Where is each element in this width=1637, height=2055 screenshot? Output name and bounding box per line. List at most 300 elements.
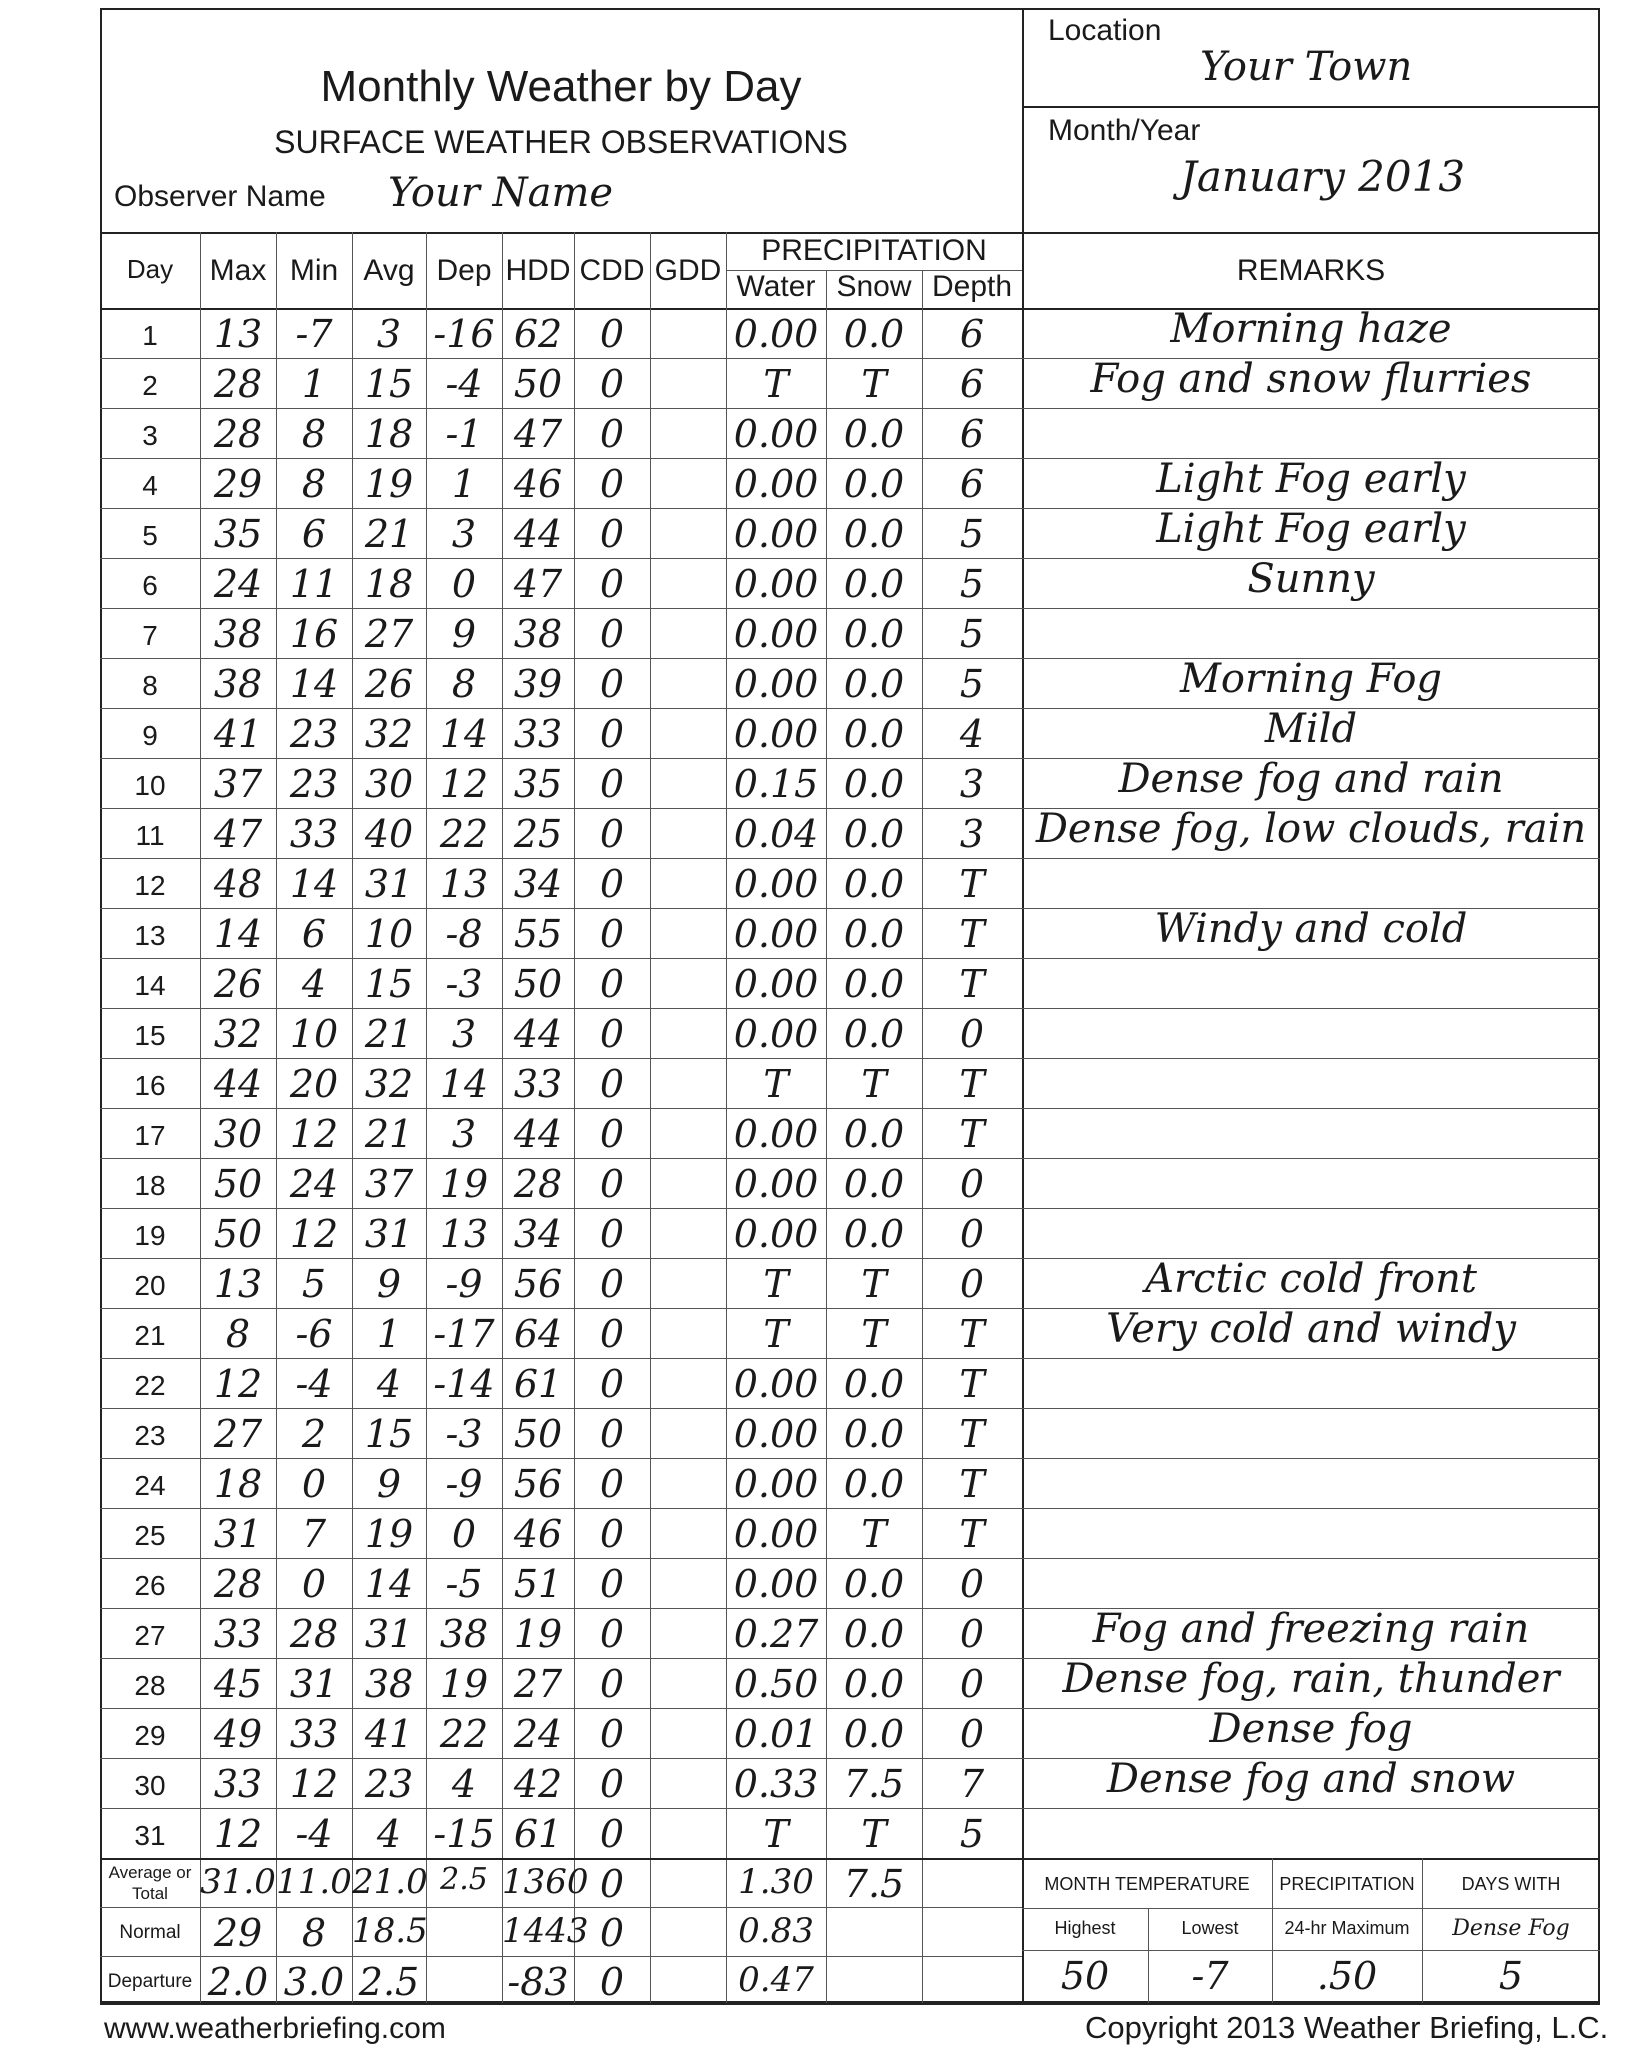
cell-day: 17 — [134, 1120, 166, 1151]
totals-max: 31.0 — [200, 1862, 276, 1902]
cell-min: 16 — [289, 612, 339, 656]
cell-depth: 5 — [959, 562, 985, 606]
cell-dep: -9 — [445, 1462, 483, 1506]
column-header-water: Water — [736, 270, 816, 303]
cell-avg: 32 — [364, 712, 414, 756]
cell-avg: 21 — [364, 1012, 414, 1056]
cell-dep: 13 — [439, 1212, 489, 1256]
table-row — [100, 1158, 1600, 1159]
summary-days-with-value: 5 — [1498, 1954, 1524, 1998]
cell-day: 2 — [142, 370, 158, 401]
cell-dep: 12 — [439, 762, 489, 806]
totals-label: Departure — [107, 1971, 193, 1992]
cell-max: 31 — [213, 1512, 263, 1556]
cell-avg: 15 — [364, 962, 414, 1006]
cell-avg: 18 — [364, 412, 414, 456]
cell-max: 38 — [213, 662, 263, 706]
cell-snow: 0.0 — [843, 1712, 905, 1756]
cell-depth: T — [959, 1062, 985, 1106]
column-header-min: Min — [289, 254, 339, 287]
column-header-avg: Avg — [363, 254, 415, 287]
table-row — [100, 1058, 1600, 1059]
cell-dep: 8 — [451, 662, 477, 706]
cell-min: 14 — [289, 862, 339, 906]
cell-water: 0.00 — [733, 612, 819, 656]
cell-avg: 9 — [376, 1462, 402, 1506]
cell-remark: Fog and snow flurries — [1090, 356, 1532, 402]
cell-dep: 19 — [439, 1162, 489, 1206]
cell-snow: 0.0 — [843, 1462, 905, 1506]
column-header-hdd: HDD — [505, 254, 571, 287]
totals-hdd: 1360 — [502, 1862, 589, 1902]
cell-min: -6 — [295, 1312, 333, 1356]
cell-remark: Light Fog early — [1156, 456, 1466, 502]
cell-water: 0.00 — [733, 312, 819, 356]
cell-snow: T — [861, 1262, 887, 1306]
cell-water: T — [763, 362, 789, 406]
cell-snow: 0.0 — [843, 1662, 905, 1706]
totals-avg: 21.0 — [352, 1862, 428, 1902]
cell-min: 20 — [289, 1062, 339, 1106]
cell-max: 8 — [225, 1312, 251, 1356]
cell-dep: 0 — [451, 562, 477, 606]
summary-lowest-value: -7 — [1191, 1954, 1229, 1998]
cell-dep: 14 — [439, 712, 489, 756]
column-header-max: Max — [209, 254, 267, 287]
table-row — [100, 1458, 1600, 1459]
cell-dep: 19 — [439, 1662, 489, 1706]
cell-snow: 0.0 — [843, 662, 905, 706]
cell-remark: Morning haze — [1170, 306, 1452, 352]
cell-cdd: 0 — [599, 962, 625, 1006]
cell-day: 21 — [134, 1320, 166, 1351]
cell-min: 12 — [289, 1112, 339, 1156]
cell-remark: Light Fog early — [1156, 506, 1466, 552]
cell-dep: -3 — [445, 1412, 483, 1456]
column-header-remarks: REMARKS — [1236, 254, 1386, 287]
cell-dep: -9 — [445, 1262, 483, 1306]
cell-depth: 0 — [959, 1662, 985, 1706]
cell-hdd: 61 — [513, 1362, 563, 1406]
table-row — [100, 408, 1600, 409]
cell-cdd: 0 — [599, 1162, 625, 1206]
totals-max: 29 — [213, 1911, 263, 1955]
table-row — [100, 1408, 1600, 1409]
summary-days-with: DAYS WITH — [1461, 1874, 1561, 1894]
month-year-value: January 2013 — [1180, 152, 1466, 201]
cell-hdd: 51 — [513, 1562, 563, 1606]
cell-cdd: 0 — [599, 312, 625, 356]
summary-highest-label: Highest — [1054, 1918, 1116, 1938]
cell-day: 22 — [134, 1370, 166, 1401]
cell-snow: 0.0 — [843, 312, 905, 356]
cell-day: 11 — [135, 820, 165, 851]
cell-min: 8 — [301, 412, 327, 456]
cell-snow: 0.0 — [843, 512, 905, 556]
cell-avg: 27 — [364, 612, 414, 656]
cell-snow: 0.0 — [843, 1012, 905, 1056]
totals-avg: 2.5 — [358, 1960, 420, 2004]
cell-snow: T — [861, 362, 887, 406]
totals-min: 3.0 — [283, 1960, 345, 2004]
cell-hdd: 47 — [513, 412, 563, 456]
cell-depth: 0 — [959, 1162, 985, 1206]
cell-min: 7 — [301, 1512, 327, 1556]
cell-snow: 0.0 — [843, 812, 905, 856]
cell-hdd: 56 — [513, 1262, 563, 1306]
cell-snow: 0.0 — [843, 1112, 905, 1156]
cell-max: 50 — [213, 1212, 263, 1256]
cell-water: 0.00 — [733, 1412, 819, 1456]
totals-label: Average or Total — [108, 1863, 192, 1903]
cell-avg: 31 — [364, 1612, 414, 1656]
cell-remark: Arctic cold front — [1145, 1256, 1477, 1302]
cell-cdd: 0 — [599, 362, 625, 406]
cell-depth: 5 — [959, 612, 985, 656]
cell-min: 8 — [301, 462, 327, 506]
cell-water: 0.00 — [733, 1562, 819, 1606]
totals-water: 0.47 — [738, 1960, 814, 2000]
cell-depth: T — [959, 1362, 985, 1406]
cell-min: 5 — [301, 1262, 327, 1306]
cell-depth: T — [959, 862, 985, 906]
cell-min: 31 — [289, 1662, 339, 1706]
observer-label: Observer Name — [114, 180, 326, 213]
form-title: Monthly Weather by Day — [320, 62, 802, 111]
cell-hdd: 38 — [513, 612, 563, 656]
cell-hdd: 61 — [513, 1812, 563, 1856]
summary-precipitation: PRECIPITATION — [1279, 1874, 1415, 1894]
cell-avg: 40 — [364, 812, 414, 856]
cell-dep: 3 — [451, 1112, 477, 1156]
cell-min: 11 — [289, 562, 339, 606]
cell-max: 33 — [213, 1612, 263, 1656]
cell-day: 15 — [134, 1020, 166, 1051]
cell-snow: 0.0 — [843, 412, 905, 456]
cell-dep: 13 — [439, 862, 489, 906]
cell-max: 38 — [213, 612, 263, 656]
cell-min: -7 — [295, 312, 333, 356]
cell-cdd: 0 — [599, 912, 625, 956]
cell-water: 0.00 — [733, 1162, 819, 1206]
cell-cdd: 0 — [599, 1612, 625, 1656]
cell-min: 12 — [289, 1212, 339, 1256]
cell-cdd: 0 — [599, 612, 625, 656]
cell-hdd: 64 — [513, 1312, 563, 1356]
cell-min: 24 — [289, 1162, 339, 1206]
cell-cdd: 0 — [599, 462, 625, 506]
form-subtitle: SURFACE WEATHER OBSERVATIONS — [274, 124, 848, 160]
cell-cdd: 0 — [599, 1712, 625, 1756]
cell-max: 27 — [213, 1412, 263, 1456]
cell-max: 13 — [213, 312, 263, 356]
cell-hdd: 56 — [513, 1462, 563, 1506]
cell-max: 35 — [213, 512, 263, 556]
month-year-label: Month/Year — [1048, 114, 1201, 147]
cell-dep: 22 — [439, 812, 489, 856]
cell-remark: Sunny — [1247, 556, 1375, 602]
cell-avg: 21 — [364, 512, 414, 556]
cell-avg: 37 — [364, 1162, 414, 1206]
cell-snow: T — [861, 1512, 887, 1556]
totals-cdd: 0 — [599, 1960, 625, 2004]
cell-cdd: 0 — [599, 1212, 625, 1256]
cell-avg: 4 — [376, 1812, 402, 1856]
cell-min: 28 — [289, 1612, 339, 1656]
cell-day: 7 — [142, 620, 158, 651]
cell-water: T — [763, 1262, 789, 1306]
cell-max: 29 — [213, 462, 263, 506]
totals-label: Normal — [119, 1922, 181, 1943]
cell-depth: 0 — [959, 1012, 985, 1056]
cell-hdd: 42 — [513, 1762, 563, 1806]
cell-dep: 0 — [451, 1512, 477, 1556]
cell-day: 24 — [134, 1470, 166, 1501]
column-header-snow: Snow — [836, 270, 912, 303]
cell-cdd: 0 — [599, 812, 625, 856]
cell-hdd: 50 — [513, 362, 563, 406]
column-header-cdd: CDD — [579, 254, 645, 287]
cell-snow: 0.0 — [843, 762, 905, 806]
cell-day: 25 — [134, 1520, 166, 1551]
cell-day: 20 — [134, 1270, 166, 1301]
cell-cdd: 0 — [599, 1562, 625, 1606]
cell-depth: 4 — [959, 712, 985, 756]
cell-min: -4 — [295, 1362, 333, 1406]
cell-max: 28 — [213, 412, 263, 456]
cell-day: 9 — [142, 720, 158, 751]
header-divider — [1022, 8, 1024, 232]
cell-max: 48 — [213, 862, 263, 906]
cell-cdd: 0 — [599, 1762, 625, 1806]
cell-min: 1 — [301, 362, 327, 406]
cell-avg: 14 — [364, 1562, 414, 1606]
cell-day: 19 — [134, 1220, 166, 1251]
cell-cdd: 0 — [599, 1412, 625, 1456]
cell-day: 4 — [142, 470, 158, 501]
cell-min: 4 — [301, 962, 327, 1006]
cell-depth: 0 — [959, 1562, 985, 1606]
copyright-notice: Copyright 2013 Weather Briefing, L.C. — [1085, 2010, 1609, 2045]
cell-depth: 6 — [959, 312, 985, 356]
cell-depth: 0 — [959, 1612, 985, 1656]
cell-cdd: 0 — [599, 1262, 625, 1306]
cell-depth: 5 — [959, 1812, 985, 1856]
totals-water: 1.30 — [738, 1862, 814, 1902]
cell-water: 0.00 — [733, 1012, 819, 1056]
summary-lowest-label: Lowest — [1181, 1918, 1239, 1938]
cell-avg: 15 — [364, 1412, 414, 1456]
cell-avg: 30 — [364, 762, 414, 806]
cell-depth: T — [959, 1512, 985, 1556]
cell-avg: 21 — [364, 1112, 414, 1156]
cell-water: 0.00 — [733, 912, 819, 956]
table-row — [100, 1358, 1600, 1359]
cell-day: 1 — [142, 320, 158, 351]
cell-water: T — [763, 1312, 789, 1356]
cell-min: 0 — [301, 1462, 327, 1506]
cell-hdd: 44 — [513, 1112, 563, 1156]
cell-dep: 38 — [439, 1612, 489, 1656]
cell-cdd: 0 — [599, 412, 625, 456]
totals-dep: 2.5 — [440, 1862, 488, 1897]
cell-day: 30 — [134, 1770, 166, 1801]
cell-min: 6 — [301, 912, 327, 956]
cell-remark: Windy and cold — [1154, 906, 1468, 952]
cell-dep: 14 — [439, 1062, 489, 1106]
cell-cdd: 0 — [599, 712, 625, 756]
cell-snow: 0.0 — [843, 1412, 905, 1456]
cell-hdd: 46 — [513, 1512, 563, 1556]
table-row — [100, 958, 1600, 959]
cell-min: 23 — [289, 712, 339, 756]
cell-hdd: 47 — [513, 562, 563, 606]
cell-hdd: 35 — [513, 762, 563, 806]
cell-depth: 7 — [959, 1762, 985, 1806]
cell-water: 0.00 — [733, 1212, 819, 1256]
cell-hdd: 44 — [513, 1012, 563, 1056]
cell-avg: 15 — [364, 362, 414, 406]
cell-min: 33 — [289, 1712, 339, 1756]
cell-avg: 1 — [376, 1312, 402, 1356]
observer-name: Your Name — [388, 170, 614, 216]
cell-cdd: 0 — [599, 1312, 625, 1356]
cell-hdd: 34 — [513, 862, 563, 906]
cell-remark: Fog and freezing rain — [1092, 1606, 1530, 1652]
cell-max: 33 — [213, 1762, 263, 1806]
cell-cdd: 0 — [599, 1012, 625, 1056]
cell-snow: T — [861, 1312, 887, 1356]
cell-min: 12 — [289, 1762, 339, 1806]
cell-day: 27 — [134, 1620, 166, 1651]
cell-remark: Dense fog, rain, thunder — [1062, 1656, 1560, 1702]
cell-snow: 0.0 — [843, 1612, 905, 1656]
cell-water: 0.00 — [733, 1362, 819, 1406]
cell-max: 49 — [213, 1712, 263, 1756]
cell-min: -4 — [295, 1812, 333, 1856]
cell-max: 24 — [213, 562, 263, 606]
column-header-dep: Dep — [436, 254, 492, 287]
cell-max: 18 — [213, 1462, 263, 1506]
cell-cdd: 0 — [599, 1812, 625, 1856]
cell-dep: -1 — [445, 412, 483, 456]
summary-month-temperature: MONTH TEMPERATURE — [1044, 1874, 1250, 1894]
cell-snow: 0.0 — [843, 962, 905, 1006]
cell-hdd: 25 — [513, 812, 563, 856]
cell-day: 23 — [134, 1420, 166, 1451]
cell-water: 0.33 — [733, 1762, 819, 1806]
cell-day: 10 — [134, 770, 166, 801]
website-link[interactable]: www.weatherbriefing.com — [104, 2012, 446, 2045]
cell-snow: 0.0 — [843, 1212, 905, 1256]
cell-hdd: 44 — [513, 512, 563, 556]
cell-depth: 5 — [959, 512, 985, 556]
cell-water: 0.00 — [733, 462, 819, 506]
cell-hdd: 50 — [513, 962, 563, 1006]
table-row — [100, 1808, 1600, 1809]
cell-hdd: 62 — [513, 312, 563, 356]
cell-water: 0.04 — [733, 812, 819, 856]
cell-snow: 0.0 — [843, 1562, 905, 1606]
cell-day: 18 — [134, 1170, 166, 1201]
totals-cdd: 0 — [599, 1911, 625, 1955]
cell-day: 13 — [134, 920, 166, 951]
cell-cdd: 0 — [599, 1062, 625, 1106]
cell-depth: 3 — [959, 812, 985, 856]
cell-cdd: 0 — [599, 862, 625, 906]
cell-depth: 6 — [959, 362, 985, 406]
cell-hdd: 50 — [513, 1412, 563, 1456]
summary-max24-value: .50 — [1316, 1954, 1378, 1998]
cell-depth: 5 — [959, 662, 985, 706]
table-row — [100, 1208, 1600, 1209]
cell-remark: Dense fog — [1209, 1706, 1413, 1752]
cell-dep: -16 — [433, 312, 495, 356]
cell-max: 26 — [213, 962, 263, 1006]
cell-day: 29 — [134, 1720, 166, 1751]
cell-day: 26 — [134, 1570, 166, 1601]
cell-dep: 3 — [451, 512, 477, 556]
cell-water: 0.01 — [733, 1712, 819, 1756]
cell-min: 14 — [289, 662, 339, 706]
cell-max: 37 — [213, 762, 263, 806]
cell-avg: 26 — [364, 662, 414, 706]
cell-dep: -17 — [433, 1312, 495, 1356]
cell-dep: 4 — [451, 1762, 477, 1806]
cell-water: 0.00 — [733, 1462, 819, 1506]
cell-avg: 4 — [376, 1362, 402, 1406]
cell-hdd: 24 — [513, 1712, 563, 1756]
cell-dep: -5 — [445, 1562, 483, 1606]
cell-hdd: 39 — [513, 662, 563, 706]
cell-day: 16 — [134, 1070, 166, 1101]
cell-max: 12 — [213, 1362, 263, 1406]
cell-dep: 22 — [439, 1712, 489, 1756]
cell-cdd: 0 — [599, 1112, 625, 1156]
column-header-precipitation: PRECIPITATION — [761, 234, 987, 267]
cell-snow: 7.5 — [843, 1762, 905, 1806]
cell-max: 28 — [213, 1562, 263, 1606]
cell-avg: 38 — [364, 1662, 414, 1706]
cell-cdd: 0 — [599, 1462, 625, 1506]
cell-hdd: 28 — [513, 1162, 563, 1206]
cell-dep: -3 — [445, 962, 483, 1006]
cell-min: 6 — [301, 512, 327, 556]
column-header-gdd: GDD — [654, 254, 722, 287]
cell-water: T — [763, 1812, 789, 1856]
cell-day: 5 — [142, 520, 158, 551]
cell-depth: 3 — [959, 762, 985, 806]
cell-hdd: 46 — [513, 462, 563, 506]
totals-max: 2.0 — [207, 1960, 269, 2004]
cell-day: 31 — [134, 1820, 166, 1851]
cell-depth: 6 — [959, 462, 985, 506]
table-row — [100, 608, 1600, 609]
summary-max24-label: 24-hr Maximum — [1284, 1918, 1410, 1938]
cell-dep: 1 — [451, 462, 477, 506]
location-label: Location — [1048, 14, 1162, 47]
cell-avg: 31 — [364, 862, 414, 906]
cell-depth: 0 — [959, 1262, 985, 1306]
cell-water: T — [763, 1062, 789, 1106]
cell-cdd: 0 — [599, 562, 625, 606]
totals-avg: 18.5 — [352, 1911, 428, 1951]
cell-hdd: 33 — [513, 712, 563, 756]
totals-min: 11.0 — [276, 1862, 352, 1902]
totals-water: 0.83 — [738, 1911, 814, 1951]
cell-snow: 0.0 — [843, 912, 905, 956]
cell-max: 14 — [213, 912, 263, 956]
